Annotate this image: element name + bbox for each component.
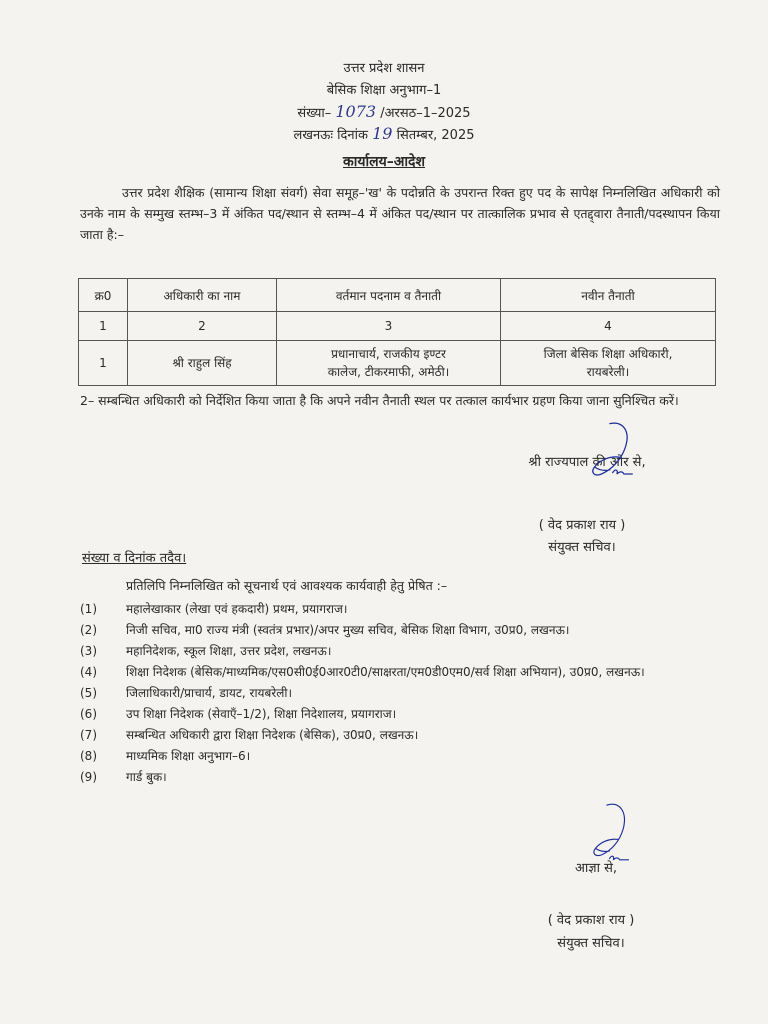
list-item bbox=[80, 747, 720, 765]
cell-officer-name: श्री राहुल सिंह bbox=[128, 341, 277, 386]
header-serial: क्र0 bbox=[79, 279, 128, 312]
list-item-number: (9) bbox=[80, 770, 97, 784]
date-day: 19 bbox=[372, 124, 393, 143]
list-item-text: शिक्षा निदेशक (बेसिक/माध्यमिक/एस0सी0ई0आर0टी0/साक्षरता/एम0डी0एम0/सर्व शिक्षा अभियान), उ0प्र0, लखनऊ। bbox=[126, 665, 645, 679]
list-item-number: (5) bbox=[80, 686, 97, 700]
column-number: 2 bbox=[128, 312, 277, 341]
by-order-line: आज्ञा से, bbox=[574, 861, 618, 876]
list-item bbox=[80, 642, 720, 660]
signatory-name-2: ( वेद प्रकाश राय ) bbox=[547, 913, 635, 928]
table-row bbox=[79, 341, 716, 386]
date-suffix: सितम्बर, 2025 bbox=[396, 128, 475, 143]
header-new-posting: नवीन तैनाती bbox=[501, 279, 716, 312]
column-number: 4 bbox=[501, 312, 716, 341]
new-posting-line: रायबरेली। bbox=[586, 365, 630, 379]
order-paragraph-2: 2– सम्बन्धित अधिकारी को निर्देशित किया जाता है कि अपने नवीन तैनाती स्थल पर तत्काल कार्यभार ग्रहण किया जाना सुनिश्चित करें। bbox=[80, 393, 679, 408]
list-item-text: महालेखाकार (लेखा एवं हकदारी) प्रथम, प्रयागराज। bbox=[126, 602, 348, 616]
header-officer-name: अधिकारी का नाम bbox=[128, 279, 277, 312]
reference-number: 1073 bbox=[335, 102, 377, 121]
list-item-number: (4) bbox=[80, 665, 97, 679]
list-item-text: उप शिक्षा निदेशक (सेवाएँ–1/2), शिक्षा निदेशालय, प्रयागराज। bbox=[126, 707, 397, 721]
reference-prefix: संख्या– bbox=[297, 106, 332, 121]
header-government: उत्तर प्रदेश शासन bbox=[343, 61, 425, 76]
current-posting-line: प्रधानाचार्य, राजकीय इण्टर bbox=[331, 347, 446, 361]
list-item-text: सम्बन्धित अधिकारी द्वारा शिक्षा निदेशक (बेसिक), उ0प्र0, लखनऊ। bbox=[126, 728, 419, 742]
header-current-posting: वर्तमान पदनाम व तैनाती bbox=[277, 279, 501, 312]
list-item bbox=[80, 600, 720, 618]
signature-2-icon bbox=[560, 800, 650, 870]
header-reference bbox=[0, 103, 768, 123]
on-behalf-line: श्री राज्यपाल की ओर से, bbox=[528, 455, 646, 470]
signatory-designation-2: संयुक्त सचिव। bbox=[557, 936, 625, 951]
posting-table bbox=[78, 278, 716, 386]
order-paragraph-1: उत्तर प्रदेश शैक्षिक (सामान्य शिक्षा संवर्ग) सेवा समूह–'ख' के पदोन्नति के उपरान्त रिक्त हुए पद के सापेक्ष निम्नलिखित अधिकारी को उनके नाम के सम्मुख स्तम्भ–3 में अंकित पद/स्थान से स्तम्भ–4 में अंकित पद/स्थान पर तात्कालिक प्रभाव से एतद्द्वारा तैनाती/पदस्थापन किया जाता है:– bbox=[80, 185, 720, 242]
signatory-designation: संयुक्त सचिव। bbox=[548, 540, 616, 555]
current-posting-line: कालेज, टीकरमाफी, अमेठी। bbox=[327, 365, 450, 379]
reference-suffix: /अरसठ–1–2025 bbox=[380, 106, 471, 121]
list-item-text: महानिदेशक, स्कूल शिक्षा, उत्तर प्रदेश, लखनऊ। bbox=[126, 644, 332, 658]
list-item-number: (8) bbox=[80, 749, 97, 763]
signatory-name: ( वेद प्रकाश राय ) bbox=[538, 518, 626, 533]
list-item bbox=[80, 768, 720, 786]
cell-new-posting bbox=[501, 341, 716, 386]
column-number: 1 bbox=[79, 312, 128, 341]
list-item-text: जिलाधिकारी/प्राचार्य, डायट, रायबरेली। bbox=[126, 686, 293, 700]
header-section: बेसिक शिक्षा अनुभाग–1 bbox=[326, 83, 442, 98]
list-item-text: माध्यमिक शिक्षा अनुभाग–6। bbox=[126, 749, 251, 763]
list-item bbox=[80, 705, 720, 723]
copy-intro: प्रतिलिपि निम्नलिखित को सूचनार्थ एवं आवश्यक कार्यवाही हेतु प्रेषित :– bbox=[126, 578, 448, 593]
cell-current-posting bbox=[277, 341, 501, 386]
list-item-number: (7) bbox=[80, 728, 97, 742]
table-column-number-row bbox=[79, 312, 716, 341]
list-item-text: गार्ड बुक। bbox=[126, 770, 167, 784]
list-item-text: निजी सचिव, मा0 राज्य मंत्री (स्वतंत्र प्रभार)/अपर मुख्य सचिव, बेसिक शिक्षा विभाग, उ0प्र0, लखनऊ। bbox=[126, 623, 570, 637]
cell-serial: 1 bbox=[79, 341, 128, 386]
list-item bbox=[80, 726, 720, 744]
list-item bbox=[80, 663, 720, 681]
signature-1-icon bbox=[560, 418, 650, 488]
copy-recipients-list bbox=[80, 600, 720, 789]
copy-reference-line: संख्या व दिनांक तदैव। bbox=[82, 551, 187, 566]
list-item bbox=[80, 684, 720, 702]
column-number: 3 bbox=[277, 312, 501, 341]
order-title: कार्यालय–आदेश bbox=[343, 154, 425, 170]
new-posting-line: जिला बेसिक शिक्षा अधिकारी, bbox=[543, 347, 673, 361]
list-item bbox=[80, 621, 720, 639]
list-item-number: (1) bbox=[80, 602, 97, 616]
table-header-row bbox=[79, 279, 716, 312]
list-item-number: (6) bbox=[80, 707, 97, 721]
list-item-number: (2) bbox=[80, 623, 97, 637]
header-date bbox=[0, 125, 768, 145]
date-prefix: लखनऊः दिनांक bbox=[293, 128, 368, 143]
list-item-number: (3) bbox=[80, 644, 97, 658]
